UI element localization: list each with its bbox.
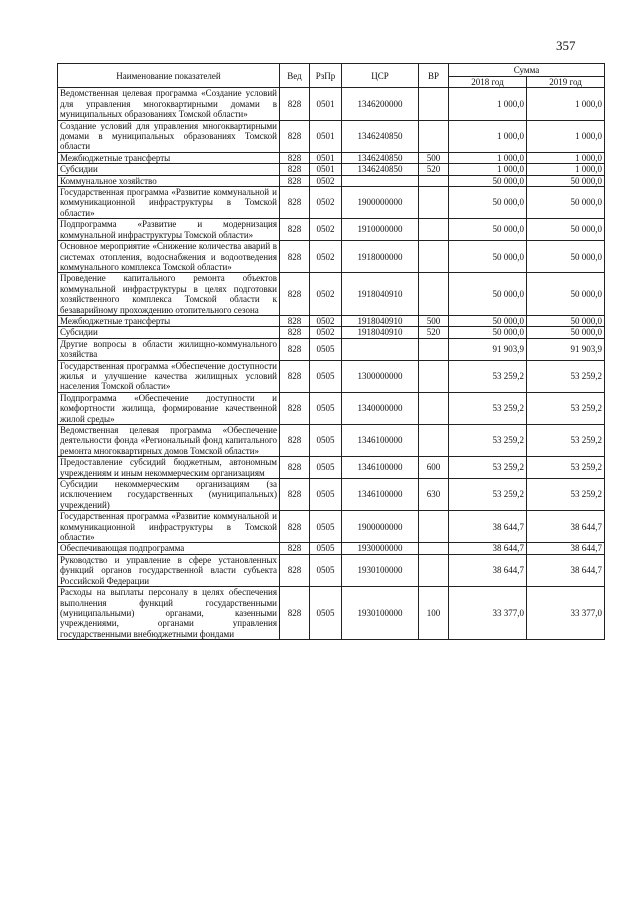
rzpr-code: 0502 [310, 315, 342, 326]
vr-code [419, 425, 449, 457]
ved-code: 828 [280, 360, 310, 392]
amount-2019: 53 259,2 [527, 425, 605, 457]
indicator-name: Межбюджетные трансферты [58, 315, 280, 326]
indicator-name: Государственная программа «Развитие коммунальной и коммуникационной инфраструктуры в Томской области» [58, 187, 280, 219]
indicator-name: Подпрограмма «Развитие и модернизация коммунальной инфраструктуры Томской области» [58, 219, 280, 241]
csr-code: 1930000000 [342, 543, 419, 554]
amount-2019: 38 644,7 [527, 511, 605, 543]
indicator-name: Субсидии некоммерческим организациям (за исключением государственных (муниципальных) учреждений) [58, 479, 280, 511]
table-row [58, 164, 605, 175]
amount-2018: 1 000,0 [449, 164, 527, 175]
indicator-name: Государственная программа «Развитие коммунальной и коммуникационной инфраструктуры в Томской области» [58, 511, 280, 543]
amount-2019: 50 000,0 [527, 175, 605, 186]
vr-code: 500 [419, 315, 449, 326]
ved-code: 828 [280, 241, 310, 273]
amount-2018: 50 000,0 [449, 219, 527, 241]
indicator-name: Руководство и управление в сфере установленных функций органов государственной власти субъекта Российской Федерации [58, 554, 280, 586]
csr-code: 1900000000 [342, 187, 419, 219]
indicator-name: Расходы на выплаты персоналу в целях обеспечения выполнения функций государственными (муниципальными) органами, казенными учреждениями, органами управления государственными внебюджетными фондами [58, 587, 280, 640]
amount-2018: 53 259,2 [449, 479, 527, 511]
table-body [58, 88, 605, 640]
rzpr-code: 0502 [310, 175, 342, 186]
amount-2018: 38 644,7 [449, 543, 527, 554]
rzpr-code: 0502 [310, 219, 342, 241]
table-row [58, 554, 605, 586]
amount-2019: 53 259,2 [527, 360, 605, 392]
ved-code: 828 [280, 543, 310, 554]
indicator-name: Коммунальное хозяйство [58, 175, 280, 186]
table-row [58, 511, 605, 543]
header-ved: Вед [280, 64, 310, 88]
vr-code [419, 543, 449, 554]
table-row [58, 152, 605, 163]
table-row [58, 543, 605, 554]
amount-2018: 50 000,0 [449, 175, 527, 186]
csr-code: 1346240850 [342, 152, 419, 163]
table-row [58, 392, 605, 424]
rzpr-code: 0501 [310, 88, 342, 120]
vr-code [419, 175, 449, 186]
amount-2018: 53 259,2 [449, 457, 527, 479]
rzpr-code: 0505 [310, 543, 342, 554]
vr-code [419, 392, 449, 424]
amount-2018: 53 259,2 [449, 360, 527, 392]
csr-code: 1346240850 [342, 120, 419, 152]
table-row [58, 187, 605, 219]
vr-code [419, 338, 449, 360]
indicator-name: Подпрограмма «Обеспечение доступности и комфортности жилища, формирование качественной жилой среды» [58, 392, 280, 424]
indicator-name: Ведомственная целевая программа «Обеспечение деятельности фонда «Региональный фонд капитального ремонта многоквартирных домов Томской области» [58, 425, 280, 457]
rzpr-code: 0502 [310, 187, 342, 219]
csr-code: 1300000000 [342, 360, 419, 392]
vr-code [419, 241, 449, 273]
indicator-name: Обеспечивающая подпрограмма [58, 543, 280, 554]
vr-code: 500 [419, 152, 449, 163]
indicator-name: Субсидии [58, 327, 280, 338]
vr-code [419, 360, 449, 392]
rzpr-code: 0502 [310, 241, 342, 273]
indicator-name: Предоставление субсидий бюджетным, автономным учреждениям и иным некоммерческим организациям [58, 457, 280, 479]
csr-code: 1346240850 [342, 164, 419, 175]
csr-code: 1918040910 [342, 273, 419, 316]
ved-code: 828 [280, 587, 310, 640]
amount-2018: 53 259,2 [449, 425, 527, 457]
amount-2018: 50 000,0 [449, 327, 527, 338]
header-name: Наименование показателей [58, 64, 280, 88]
amount-2019: 1 000,0 [527, 88, 605, 120]
ved-code: 828 [280, 273, 310, 316]
ved-code: 828 [280, 315, 310, 326]
rzpr-code: 0502 [310, 327, 342, 338]
amount-2018: 50 000,0 [449, 241, 527, 273]
indicator-name: Ведомственная целевая программа «Создание условий для управления многоквартирными домами в муниципальных образованиях Томской области» [58, 88, 280, 120]
header-csr: ЦСР [342, 64, 419, 88]
rzpr-code: 0505 [310, 338, 342, 360]
amount-2019: 1 000,0 [527, 152, 605, 163]
csr-code: 1346200000 [342, 88, 419, 120]
vr-code [419, 88, 449, 120]
ved-code: 828 [280, 164, 310, 175]
table-row [58, 88, 605, 120]
amount-2018: 1 000,0 [449, 152, 527, 163]
amount-2018: 50 000,0 [449, 315, 527, 326]
amount-2018: 38 644,7 [449, 511, 527, 543]
header-sum: Сумма [449, 64, 605, 77]
csr-code: 1918040910 [342, 315, 419, 326]
ved-code: 828 [280, 554, 310, 586]
amount-2019: 50 000,0 [527, 273, 605, 316]
vr-code: 600 [419, 457, 449, 479]
csr-code: 1918000000 [342, 241, 419, 273]
ved-code: 828 [280, 479, 310, 511]
indicator-name: Государственная программа «Обеспечение доступности жилья и улучшение качества жилищных условий населения Томской области» [58, 360, 280, 392]
table-row [58, 327, 605, 338]
csr-code: 1346100000 [342, 425, 419, 457]
rzpr-code: 0505 [310, 511, 342, 543]
amount-2019: 50 000,0 [527, 187, 605, 219]
rzpr-code: 0505 [310, 457, 342, 479]
vr-code [419, 554, 449, 586]
csr-code: 1340000000 [342, 392, 419, 424]
table-row [58, 241, 605, 273]
vr-code [419, 219, 449, 241]
rzpr-code: 0505 [310, 554, 342, 586]
csr-code [342, 175, 419, 186]
amount-2019: 53 259,2 [527, 457, 605, 479]
ved-code: 828 [280, 425, 310, 457]
csr-code: 1346100000 [342, 457, 419, 479]
rzpr-code: 0502 [310, 273, 342, 316]
budget-table [57, 63, 605, 640]
table-row [58, 120, 605, 152]
amount-2019: 38 644,7 [527, 543, 605, 554]
vr-code: 630 [419, 479, 449, 511]
amount-2019: 53 259,2 [527, 479, 605, 511]
amount-2018: 38 644,7 [449, 554, 527, 586]
table-row [58, 219, 605, 241]
amount-2019: 91 903,9 [527, 338, 605, 360]
amount-2018: 91 903,9 [449, 338, 527, 360]
vr-code: 100 [419, 587, 449, 640]
ved-code: 828 [280, 511, 310, 543]
amount-2019: 33 377,0 [527, 587, 605, 640]
table-row [58, 360, 605, 392]
vr-code [419, 120, 449, 152]
ved-code: 828 [280, 187, 310, 219]
amount-2019: 38 644,7 [527, 554, 605, 586]
amount-2019: 1 000,0 [527, 120, 605, 152]
table-row [58, 273, 605, 316]
vr-code [419, 187, 449, 219]
indicator-name: Субсидии [58, 164, 280, 175]
amount-2019: 50 000,0 [527, 241, 605, 273]
table-row [58, 315, 605, 326]
csr-code: 1346100000 [342, 479, 419, 511]
header-year-2018: 2018 год [449, 77, 527, 88]
csr-code: 1918040910 [342, 327, 419, 338]
amount-2018: 53 259,2 [449, 392, 527, 424]
indicator-name: Другие вопросы в области жилищно-коммунального хозяйства [58, 338, 280, 360]
indicator-name: Создание условий для управления многоквартирными домами в муниципальных образованиях Томской области [58, 120, 280, 152]
amount-2018: 1 000,0 [449, 88, 527, 120]
vr-code [419, 273, 449, 316]
vr-code: 520 [419, 164, 449, 175]
amount-2018: 50 000,0 [449, 273, 527, 316]
ved-code: 828 [280, 392, 310, 424]
indicator-name: Проведение капитального ремонта объектов коммунальной инфраструктуры в целях подготовки хозяйственного комплекса Томской области к безаварийному прохождению отопительного сезона [58, 273, 280, 316]
header-vr: ВР [419, 64, 449, 88]
vr-code [419, 511, 449, 543]
amount-2019: 53 259,2 [527, 392, 605, 424]
amount-2019: 50 000,0 [527, 327, 605, 338]
amount-2018: 50 000,0 [449, 187, 527, 219]
table-row [58, 425, 605, 457]
rzpr-code: 0501 [310, 120, 342, 152]
ved-code: 828 [280, 457, 310, 479]
indicator-name: Основное мероприятие «Снижение количества аварий в системах отопления, водоснабжения и водоотведения коммунального комплекса Томской области» [58, 241, 280, 273]
table-row [58, 587, 605, 640]
rzpr-code: 0505 [310, 479, 342, 511]
csr-code: 1930100000 [342, 554, 419, 586]
ved-code: 828 [280, 152, 310, 163]
ved-code: 828 [280, 338, 310, 360]
page-number: 357 [556, 38, 576, 53]
rzpr-code: 0501 [310, 164, 342, 175]
amount-2018: 1 000,0 [449, 120, 527, 152]
table-row [58, 175, 605, 186]
ved-code: 828 [280, 219, 310, 241]
amount-2019: 50 000,0 [527, 315, 605, 326]
rzpr-code: 0505 [310, 392, 342, 424]
ved-code: 828 [280, 175, 310, 186]
table-row [58, 457, 605, 479]
ved-code: 828 [280, 120, 310, 152]
csr-code [342, 338, 419, 360]
vr-code: 520 [419, 327, 449, 338]
rzpr-code: 0505 [310, 360, 342, 392]
table-row [58, 338, 605, 360]
rzpr-code: 0505 [310, 425, 342, 457]
ved-code: 828 [280, 327, 310, 338]
csr-code: 1900000000 [342, 511, 419, 543]
rzpr-code: 0505 [310, 587, 342, 640]
indicator-name: Межбюджетные трансферты [58, 152, 280, 163]
amount-2018: 33 377,0 [449, 587, 527, 640]
rzpr-code: 0501 [310, 152, 342, 163]
ved-code: 828 [280, 88, 310, 120]
amount-2019: 50 000,0 [527, 219, 605, 241]
header-year-2019: 2019 год [527, 77, 605, 88]
csr-code: 1930100000 [342, 587, 419, 640]
amount-2019: 1 000,0 [527, 164, 605, 175]
header-rzpr: РзПр [310, 64, 342, 88]
csr-code: 1910000000 [342, 219, 419, 241]
table-row [58, 479, 605, 511]
